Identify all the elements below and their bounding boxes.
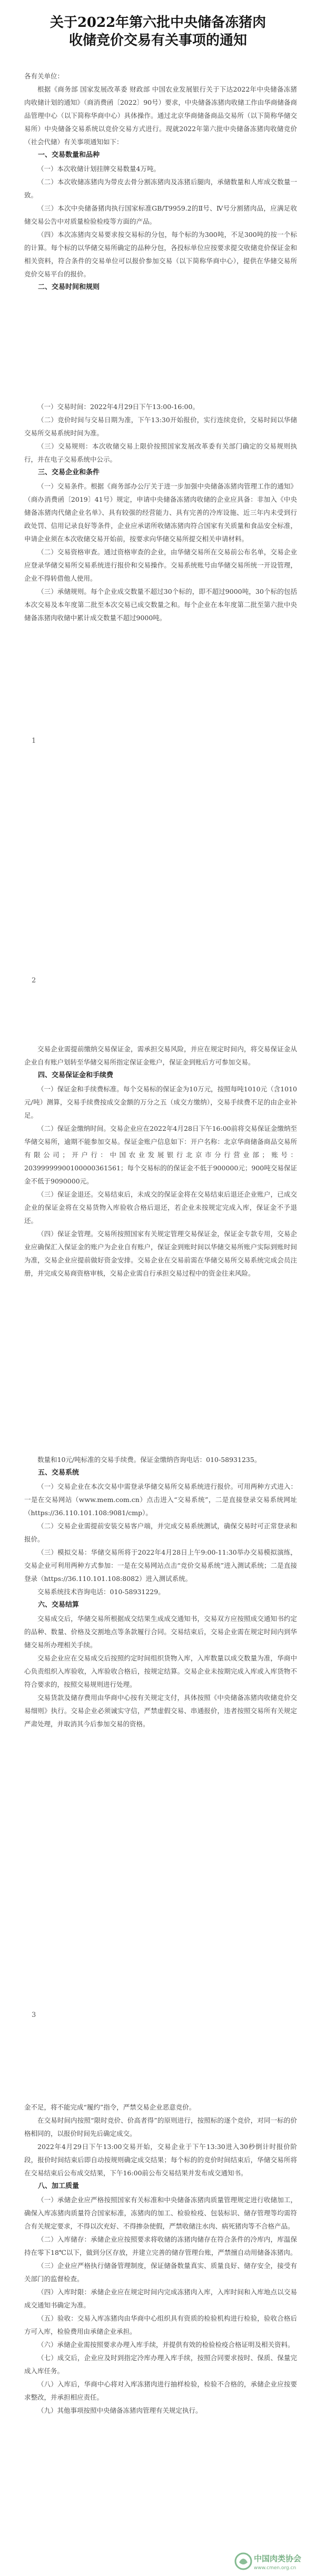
section-5-title: 五、交易系统 [38, 1469, 80, 1477]
section-4-p2: （二）保证金缴纳时间。交易企业应在2022年4月28日下午16:00前将交易保证金缴纳至华储交易所，逾期不能参加交易。保证金账户信息如下：开户名称：北京华商储备商品交易所有限公司；开户行：中国农业发展银行北京市分行营业部；账号：20399999900100000361561；每个交易标的的保证金不低于900000元；900吨交易保证金不低于9090000元。 [24, 1125, 297, 1185]
section-1-p3: （三）本次中央储备猪肉执行国家标准GB/T9959.2的Ⅱ号、Ⅳ号分割猪肉品，应满足收储交易公告中对质量检验检疫等方面的产品。 [24, 204, 297, 225]
section-1-p4: （四）本次冻猪肉交易要求按交易标的分包，每个标的为300吨，不足300吨的按一个标的计算。每个标的以华储交易所确定的品种分包，各投标单位应按要求提交收储竞价保证金和相关资料，符合条件的交易单位可以报价参加交易（以下简称华商中心），提供在华储交易所竞价交易平台的报价。 [24, 231, 297, 278]
title-line-1: 关于2022年第六批中央储备冻猪肉 [50, 15, 266, 31]
section-4-p3: （三）保证金退还。交易结束后，未成交的保证金将在交易结束后退还企业账户，已成交企业的保证金将在交易货物入库验收合格后退还，若企业未按规定完成入库，保证金不予退还。 [24, 1190, 297, 1225]
time-paragraph-b: （二）竞价时间与交易日期为准，下午13:30开始报价，实行连续竞价，交易时间以华储交易所交易系统时间为准。 [24, 416, 297, 437]
rule-paragraph: （三）交易规则：本次收储交易上限价按照国家发展改革委有关部门确定的交易规则执行，并在电子交易系统中公示。 [24, 442, 297, 463]
section-intro [24, 69, 297, 294]
section-8-p3: （三）企业应严格执行储备管理制度，保证储备数量真实、质量良好、储存安全，接受有关部门的监督检查。 [24, 2262, 297, 2283]
section-8-p8: （八）入库后，华商中心将对入库冻猪肉进行抽样检验，检验不合格的，承储企业应按要求整改，并承担相应责任。 [24, 2380, 297, 2401]
deposit-intro: 交易企业需提前缴纳交易保证金，需承担交易风险，并应在规定时间内，将交易保证金从企业自有账户划转至华储交易所指定保证金账户，保证金到账后方可参加交易。 [24, 1045, 297, 1066]
meat-association-logo-icon [233, 2550, 312, 2573]
section-time [24, 400, 297, 624]
title-line-2: 收储竞价交易有关事项的通知 [68, 33, 247, 48]
section-4-title: 四、交易保证金和手续费 [38, 1071, 114, 1079]
bidding-tail: 金不足，将不能完成“履约”指令，严禁交易企业恶意竞价。 [24, 2103, 196, 2111]
bidding-p2: 2022年4月29日下午13:00交易开始，交易企业于下午13:30进入30秒倒计时报价阶段，报价时间结束后即自动按规则确定成交结果；每个标的的竞价时间结束后，华储交易所将在交易结束后公布成交结果，下午16:00前公布交易结果并发布成交通知书。 [24, 2143, 297, 2177]
section-8-p5: （五）验收：交易入库冻猪肉由华商中心组织具有资质的检验机构进行检验，验收合格后方可入库，检验费用由承储企业承担。 [24, 2314, 297, 2335]
section-8-p9: （九）其他事项按照中央储备冻猪肉管理有关规定执行。 [37, 2406, 202, 2414]
section-3-title: 三、交易企业和条件 [38, 469, 100, 476]
watermark-logo [233, 2550, 312, 2573]
document-title [21, 14, 295, 49]
section-8-title: 八、加工质量 [38, 2182, 80, 2190]
watermark-title: 中国肉类协会 [254, 2554, 302, 2563]
section-4-p4: （四）保证金管理。交易所按照国家有关规定管理交易保证金，保证金专款专用，交易企业应确保汇入保证金的账户为企业自有账户，保证金到账时间以华储交易所账户实际到账时间为准，交易企业应提前做好资金安排。交易企业在交易前需在华储交易所交易系统完成会员注册，并完成交易商资格审核，交易企业需自行承担交易过程中的资金往来风险。 [24, 1230, 297, 1277]
section-system [24, 1453, 297, 1730]
page-number: 3 [32, 2011, 36, 2019]
section-5-p3: （三）模拟交易：华储交易所将于2022年4月28日上午9:00-11:30举办交易模拟演练，交易企业可利用两种方式参加：一是在交易网站点击“竞价交易系统”进入测试系统；二是直接登录（https://36.110.101.108:8082）进入测试系统。 [24, 1548, 297, 1583]
section-8-p1: （一）承储企业应严格按照国家有关标准和中央储备冻猪肉质量管理规定进行收储加工，确保入库冻猪肉质量符合国家标准，冻猪肉的加工、检验检疫、包装标识、储存管理等均需符合有关规定要求，不得以次充好、不得掺杂使假，严禁收储注水肉、病死猪肉等不合格产品。 [24, 2196, 297, 2230]
section-5-p1: （一）交易企业在本次交易中需登录华储交易所交易系统进行报价。可用两种方式进入：一是在交易网站（www.mem.com.cn）点击进入“交易系统”，二是直接登录交易系统网址（https://36.110.101.108:9081/cmp）。 [24, 1483, 297, 1517]
watermark-url: www.cmen.org.cn [254, 2565, 297, 2571]
section-3-p1: （一）交易条件。根据《商务部办公厅关于进一步加强中央储备冻猪肉管理工作的通知》（商办消费函〔2019〕41号）规定，申请中央储备冻猪肉收储的企业应具备：非加入《中央储备冻猪肉代储企业名单》、具有较强的经营能力、具有完善的冷库设施、近三年内未受到行政处罚、信用记录良好等条件，企业应承诺所收储冻猪肉符合国家有关质量和食品安全标准，申请企业须在本次收储交易开始前，按要求向华储交易所提交相关申请材料。 [24, 482, 297, 543]
section-8-p7: （七）成交后，企业应及时到指定冷库办理入库手续，按照合同要求按时、保质、保量完成入库任务。 [24, 2354, 297, 2375]
section-6-p1: 交易成交后，华储交易所根据成交结果生成成交通知书，交易双方应按照成交通知书约定的品种、数量、价格及交割地点等条款履行合同。交易结束后，交易企业需在规定时间内到华储交易所办理相关手续。 [24, 1615, 297, 1649]
section-2-title: 二、交易时间和规则 [38, 283, 100, 291]
section-8-p6: （六）承储企业需按照要求办理入库手续，并提供有效的检验检疫合格证明及相关资料。 [37, 2341, 294, 2349]
section-3-p3: （三）承储规则。每个企业成交数量不超过30个标的，即不超过9000吨，30个标的包括本次交易及本年度第二批至本次交易已成交数量之和。每个企业在本年度第二批至第六批中央储备冻猪肉收储中累计成交数量不超过9000吨。 [24, 588, 297, 622]
section-6-title: 六、交易结算 [38, 1601, 80, 1609]
section-3-p2: （二）交易资格审查。通过资格审查的企业，由华储交易所在交易前公布名单，交易企业应登录华储交易所交易系统进行报价和交易操作。交易系统账号由华储交易所统一开设管理，企业不得转借他人使用。 [24, 548, 297, 582]
section-8-p2: （二）入库储存：承储企业应按照要求将收储的冻猪肉储存在符合条件的冷库内，库温保持在零下18℃以下，做到分区存放，并建立完善的储存管理台账，严禁擅自动用储备冻猪肉。 [24, 2235, 297, 2256]
section-1-p1: （一）本次收储计划挂牌交易数量4万吨。 [37, 165, 160, 173]
section-6-p2: 交易企业应在交易成交后按照约定时间组织货物入库，入库数量以成交数量为准，华商中心负责组织入库验收，入库验收合格后，按规定结算。交易企业未按期完成入库或入库货物不符合要求的，按照交易规则进行处理。 [24, 1654, 297, 1688]
section-1-p2: （二）本次收储冻猪肉为带皮去骨分割冻猪肉及冻猪后腿肉，承储数量和人库成交数量一致。 [24, 178, 297, 199]
section-5-p4: 交易系统技术咨询电话：010-58931229。 [37, 1588, 165, 1596]
section-deposit [24, 1042, 297, 1280]
section-1-title: 一、交易数量和品种 [38, 151, 100, 159]
section-6-p3: 交易货款及储存费用由华商中心按有关规定支付，具体按照《中央储备冻猪肉收储竞价交易细则》执行。交易企业必须诚实守信，严禁虚假交易、串通报价，违者按照交易所有关规定严肃处理，并取消其今后参加交易的资格。 [24, 1694, 297, 1728]
page-number: 1 [32, 737, 36, 745]
time-paragraph: （一）交易时间：2022年4月29日下午13:00-16:00。 [37, 403, 199, 411]
intro-paragraph: 根据《商务部 国家发展改革委 财政部 中国农业发展银行关于下达2022年中央储备冻猪肉收储计划的通知》（商消费函〔2022〕90号）要求，中央储备冻猪肉收储工作由华商储备商品管理中心（以下简称华商中心）具体操作。通过北京华商储备商品交易所（以下简称华储交易所）中央储备交易系统以竞价交易方式进行。现就2022年第六批中央储备冻猪肉收储竞价（社会代储）有关事项通知如下： [24, 85, 297, 146]
page-number: 2 [32, 977, 36, 984]
section-quality [24, 2101, 297, 2417]
section-8-p4: （四）入库时限：承储企业应在规定时间内完成冻猪肉入库，入库时间和入库地点以交易成交通知书确定为准。 [24, 2288, 297, 2309]
section-4-p1: （一）保证金和手续费标准。每个交易标的保证金为10万元，按照每吨1010元（含1010元/吨）测算，交易手续费按成交金额的万分之五（成交方缴纳），交易手续费不足的由企业补足。 [24, 1085, 297, 1119]
section-5-p2: （二）交易企业需提前安装交易客户端，并完成交易系统测试，确保交易时可正常登录和报价。 [24, 1522, 297, 1543]
salutation: 各有关单位： [24, 72, 64, 80]
deposit-tail: 数量和10元/吨标准的交易手续费。保证金缴纳咨询电话：010-58931235。 [37, 1456, 261, 1464]
bidding-p1: 在交易时间内按照“限时竞价、价高者得”的原则进行，按照标的逐个竞价，对同一标的价格相同的，以报价时间先后确定成交。 [24, 2116, 297, 2137]
